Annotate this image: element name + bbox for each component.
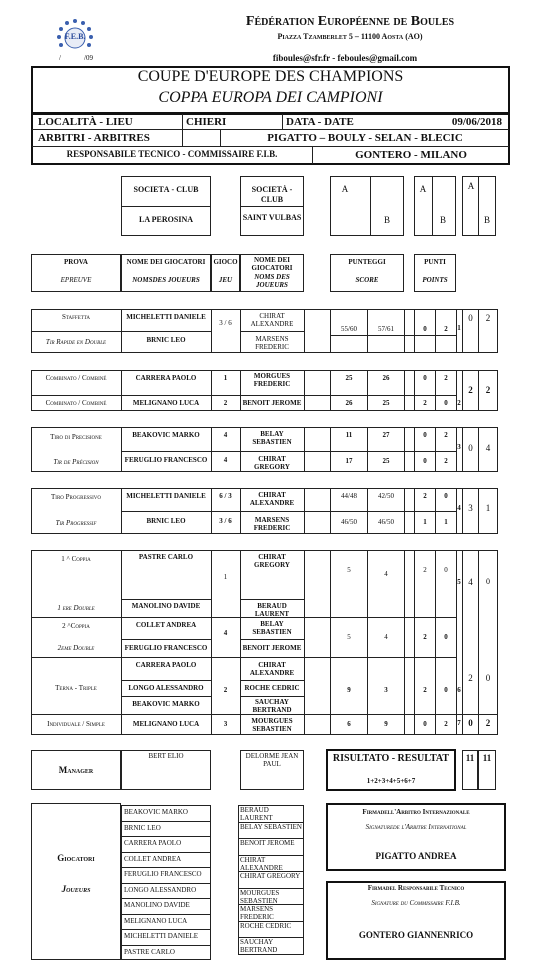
r5-player-b4: BENOIT JEROME — [242, 644, 302, 652]
r1-total-b: 2 — [485, 314, 491, 322]
r1-total-a: 0 — [468, 314, 473, 322]
player-a-6: MANOLINO DAVIDE — [124, 901, 190, 909]
total-a-header: A — [467, 182, 475, 190]
r5-player-a5: CARRERA PAOLO — [135, 661, 197, 669]
r5-points-b3: 0 — [444, 686, 448, 694]
referee-sign-label: Firmadell'Arbitro Internazionale — [362, 808, 470, 816]
r5-points-b2: 0 — [444, 633, 448, 641]
result-formula: 1+2+3+4+5+6+7 — [366, 777, 416, 785]
commissioner-name: GONTERO GIANNENRICO — [358, 930, 474, 940]
col-names-a-fr: NOMSDES JOUEURS — [132, 276, 200, 284]
r3-points-b2: 2 — [444, 457, 448, 465]
r2-score-a1: 25 — [345, 374, 353, 382]
r4-score-a1: 44/48 — [341, 492, 357, 500]
player-a-4: FERUGLIO FRANCESCO — [124, 870, 202, 878]
manager-label: Manager — [58, 765, 94, 775]
r4-score-a2: 46/50 — [341, 518, 357, 526]
r4-total-b: 1 — [485, 504, 491, 512]
r5-score-b2: 4 — [384, 633, 388, 641]
form-number: /09 — [84, 54, 93, 62]
r5-points-a2: 2 — [423, 633, 427, 641]
title-french: COUPE D'EUROPE DES CHAMPIONS — [137, 68, 404, 85]
r3-score-b1: 27 — [382, 431, 390, 439]
r5-total-b7: 2 — [485, 719, 491, 727]
result-total-b: 11 — [482, 754, 492, 762]
player-b-7: ROCHE CEDRIC — [240, 921, 292, 930]
r4-player-b1: CHIRAT ALEXANDRE — [249, 491, 295, 507]
r5-index-7: 7 — [457, 719, 461, 727]
r5-points-a3: 2 — [423, 686, 427, 694]
player-a-0: BEAKOVIC MARKO — [124, 808, 188, 816]
r4-points-b1: 0 — [444, 492, 448, 500]
r5-player-b2: BERAUD LAURENT — [254, 602, 290, 618]
r5-total-b6: 0 — [485, 674, 491, 682]
r5-pair1-fr: 1 ere Double — [57, 604, 95, 612]
r1-event: Staffetta — [61, 313, 91, 321]
col-names-b: NOME DEI GIOCATORI — [251, 256, 293, 272]
club-label-b: SOCIETÀ - CLUB — [251, 185, 293, 204]
r1-game: 3 / 6 — [219, 319, 232, 327]
manager-b: DELORME JEAN PAUL — [245, 752, 299, 768]
players-label-fr: Joueurs — [61, 884, 91, 894]
col-points: POINTS — [422, 276, 448, 284]
r5-game-3: 2 — [223, 686, 228, 694]
r4-game-2: 3 / 6 — [219, 517, 232, 525]
r5-player-a6: LONGO ALESSANDRO — [128, 684, 204, 692]
r4-points-b2: 1 — [444, 518, 448, 526]
r3-player-a2: FERUGLIO FRANCESCO — [124, 456, 208, 464]
r5-player-a8: MELIGNANO LUCA — [132, 720, 200, 728]
r1-score-a: 55/60 — [341, 325, 357, 333]
org-email: fiboules@sfr.fr - feboules@gmail.com — [272, 53, 418, 63]
r4-event-fr: Tir Progressif — [55, 519, 97, 527]
col-prova: PROVA — [64, 258, 88, 266]
slash-mark: / — [59, 54, 61, 62]
r1-player-a1: MICHELETTI DANIELE — [126, 313, 206, 321]
r5-score-a1: 5 — [347, 566, 351, 574]
player-b-3: CHIRAT ALEXANDRE — [240, 855, 283, 872]
commissioner-sign-label-fr: Signature du Commissaire F.I.B. — [371, 899, 461, 907]
score-b-header: B — [383, 216, 390, 224]
commissioner-sign-label: Firmadel Responsabile Tecnico — [367, 884, 465, 892]
r5-triple: Terna - Triple — [55, 684, 97, 692]
r3-event: Tiro di Precisione — [50, 433, 102, 441]
commissioner-signature-box — [326, 881, 506, 960]
referee-sign-label-fr: Signaturede l'Arbitre International — [365, 823, 467, 831]
r3-total-a: 0 — [468, 444, 473, 452]
r5-game-4: 3 — [223, 720, 228, 728]
r1-player-b1: CHIRAT ALEXANDRE — [250, 312, 294, 328]
r5-score-b3: 3 — [384, 686, 388, 694]
player-b-2: BENOIT JEROME — [240, 839, 295, 847]
org-name: Fédération Européenne de Boules — [245, 14, 455, 29]
date-value: 09/06/2018 — [451, 116, 502, 128]
r2-score-b2: 25 — [382, 399, 390, 407]
r5-total-a6: 2 — [468, 674, 473, 682]
referee-name: PIGATTO ANDREA — [375, 851, 457, 861]
logo-text: F.E.B. — [64, 33, 86, 41]
r3-score-a2: 17 — [345, 457, 353, 465]
r5-score-a4: 6 — [347, 720, 351, 728]
r5-pair2: 2 ^Coppia — [62, 622, 90, 630]
r5-pair2-fr: 2eme Double — [57, 644, 95, 652]
r5-score-b1: 4 — [384, 570, 388, 578]
player-a-9: PASTRE CARLO — [124, 947, 175, 956]
player-a-3: COLLET ANDREA — [124, 854, 182, 863]
r2-player-b1: MORGUES FREDERIC — [253, 372, 291, 388]
r5-player-b3: BELAY SEBASTIEN — [252, 620, 292, 636]
col-gioco: GIOCO — [213, 258, 238, 266]
player-b-6: MARSENS FREDERIC — [240, 905, 274, 921]
r3-points-a2: 0 — [423, 457, 427, 465]
title-italian: COPPA EUROPA DEI CAMPIONI — [158, 89, 383, 106]
total-b-header: B — [483, 216, 490, 224]
r4-event: Tiro Progressivo — [51, 493, 101, 501]
r5-score-b4: 9 — [384, 720, 388, 728]
r2-points-b1: 2 — [444, 374, 448, 382]
r3-points-b1: 2 — [444, 431, 448, 439]
r3-player-b1: BELAY SEBASTIEN — [252, 430, 292, 446]
r5-pair1: 1 ^ Coppia — [61, 555, 91, 563]
r4-points-a2: 1 — [423, 518, 427, 526]
r4-player-a1: MICHELETTI DANIELE — [126, 492, 206, 500]
r3-game-1: 4 — [223, 431, 228, 439]
locality-value: CHIERI — [186, 116, 227, 128]
r3-points-a1: 0 — [423, 431, 427, 439]
col-names-b-fr: NOMS DES JOUEURS — [254, 273, 290, 289]
r2-score-b1: 26 — [382, 374, 390, 382]
r2-index: 2 — [457, 399, 461, 407]
player-a-7: MELIGNANO LUCA — [124, 916, 188, 925]
r5-points-b4: 2 — [444, 720, 448, 728]
result-total-a: 11 — [465, 754, 475, 762]
r5-total-a5: 4 — [468, 578, 473, 586]
r5-points-a1: 2 — [423, 566, 427, 574]
r2-game-2: 2 — [223, 399, 228, 407]
player-a-5: LONGO ALESSANDRO — [124, 885, 197, 894]
r4-index: 4 — [457, 504, 461, 512]
referees-value: PIGATTO – BOULY - SELAN - BLECIC — [267, 132, 463, 144]
r5-player-b1: CHIRAT GREGORY — [254, 553, 290, 569]
col-punti: PUNTI — [424, 258, 446, 266]
r3-score-a1: 11 — [345, 431, 353, 439]
players-label: Giocatori — [57, 853, 95, 863]
r5-player-a4: FERUGLIO FRANCESCO — [124, 644, 208, 652]
player-a-1: BRNIC LEO — [124, 823, 161, 832]
referees-label: ARBITRI - ARBITRES — [38, 132, 150, 144]
result-label: RISULTATO - RESULTAT — [332, 753, 450, 764]
r5-player-b5: CHIRAT ALEXANDRE — [249, 661, 295, 677]
r4-player-a2: BRNIC LEO — [146, 517, 186, 525]
r4-score-b2: 46/50 — [378, 518, 394, 526]
r2-score-a2: 26 — [345, 399, 353, 407]
r5-points-a4: 0 — [423, 720, 427, 728]
r2-player-a2: MELIGNANO LUCA — [132, 399, 200, 407]
r2-player-a1: CARRERA PAOLO — [135, 374, 197, 382]
r5-points-b1: 0 — [444, 566, 448, 574]
r4-game-1: 6 / 3 — [219, 492, 232, 500]
r5-total-b5: 0 — [486, 578, 490, 586]
r5-single: Individuale / Simple — [47, 720, 105, 728]
r3-game-2: 4 — [223, 456, 228, 464]
r3-total-b: 4 — [485, 444, 491, 452]
r2-event: Combinato / Combiné — [45, 374, 107, 382]
r4-points-a1: 2 — [423, 492, 427, 500]
r2-player-b2: BENOIT JEROME — [242, 399, 302, 407]
player-b-5: MOURGUES SEBASTIEN — [240, 888, 280, 905]
r5-player-a1: PASTRE CARLO — [138, 553, 194, 561]
col-epreuve: EPREUVE — [60, 276, 92, 284]
r5-player-b6: ROCHE CEDRIC — [244, 684, 300, 692]
points-a-header: A — [419, 185, 427, 193]
club-label-a: SOCIETÀ - CLUB — [133, 186, 199, 194]
r1-points-b: 2 — [444, 325, 448, 333]
r3-index: 3 — [457, 443, 461, 451]
r5-player-a7: BEAKOVIC MARKO — [132, 700, 200, 708]
r5-player-a3: COLLET ANDREA — [135, 621, 197, 629]
manager-a: BERT ELIO — [148, 752, 184, 760]
col-score: SCORE — [355, 276, 379, 284]
r2-points-b2: 0 — [444, 399, 448, 407]
r3-player-b2: CHIRAT GREGORY — [254, 455, 290, 471]
r1-score-b: 57/61 — [378, 325, 394, 333]
r2-points-a1: 0 — [423, 374, 427, 382]
score-a-header: A — [341, 185, 349, 193]
r3-player-a1: BEAKOVIC MARKO — [132, 431, 200, 439]
r4-player-b2: MARSENS FREDERIC — [253, 516, 291, 532]
player-b-8: SAUCHAY BERTRAND — [240, 938, 278, 954]
date-label: DATA - DATE — [286, 116, 354, 128]
tech-resp-value: GONTERO - MILANO — [355, 149, 467, 161]
r2-game-1: 1 — [223, 374, 228, 382]
player-b-1: BELAY SEBASTIEN — [240, 822, 302, 831]
r5-score-a2: 5 — [347, 633, 351, 641]
r5-game-1: 1 — [223, 573, 228, 581]
r5-player-a2: MANOLINO DAVIDE — [131, 602, 201, 610]
r4-total-a: 3 — [468, 504, 473, 512]
org-address: Piazza Tzamberlet 5 – 11100 Aosta (AO) — [277, 32, 423, 41]
r1-player-b2: MARSENS FREDERIC — [255, 335, 289, 351]
r3-event-fr: Tir de Précision — [53, 458, 99, 466]
r2-event-b: Combinato / Combiné — [45, 399, 107, 407]
player-a-2: CARRERA PAOLO — [124, 839, 182, 847]
r1-index: 1 — [457, 324, 461, 332]
r5-game-2: 4 — [223, 629, 228, 637]
player-b-0: BERAUD LAURENT — [240, 806, 273, 822]
r1-player-a2: BRNIC LEO — [146, 336, 186, 344]
locality-label: LOCALITÀ - LIEU — [38, 116, 133, 128]
r2-points-a2: 2 — [423, 399, 427, 407]
club-name-a: LA PEROSINA — [138, 216, 193, 224]
r1-event-fr: Tir Rapide en Double — [45, 338, 107, 346]
r4-score-b1: 42/50 — [378, 492, 394, 500]
r2-total-a: 2 — [468, 386, 473, 394]
r5-player-b8: MOURGUES SEBASTIEN — [251, 717, 293, 733]
player-a-8: MICHELETTI DANIELE — [124, 932, 199, 940]
col-jeu: JEU — [218, 276, 233, 284]
r3-score-b2: 25 — [382, 457, 390, 465]
r5-player-b7: SAUCHAY BERTRAND — [252, 698, 292, 714]
player-b-4: CHIRAT GREGORY — [240, 872, 301, 880]
r5-index-5: 5 — [457, 578, 461, 586]
club-name-b: SAINT VULBAS — [242, 213, 302, 222]
r5-index-6: 6 — [457, 686, 461, 694]
r5-total-a7: 0 — [468, 719, 473, 727]
points-b-header: B — [439, 216, 446, 224]
r2-total-b: 2 — [485, 386, 491, 394]
col-names-a: NOME DEI GIOCATORI — [126, 258, 206, 266]
col-punteggi: PUNTEGGI — [348, 258, 386, 266]
tech-resp-label: RESPONSABILE TECNICO - COMMISSAIRE F.I.B. — [66, 149, 278, 159]
r1-points-a: 0 — [423, 325, 427, 333]
r5-score-a3: 9 — [347, 686, 351, 694]
